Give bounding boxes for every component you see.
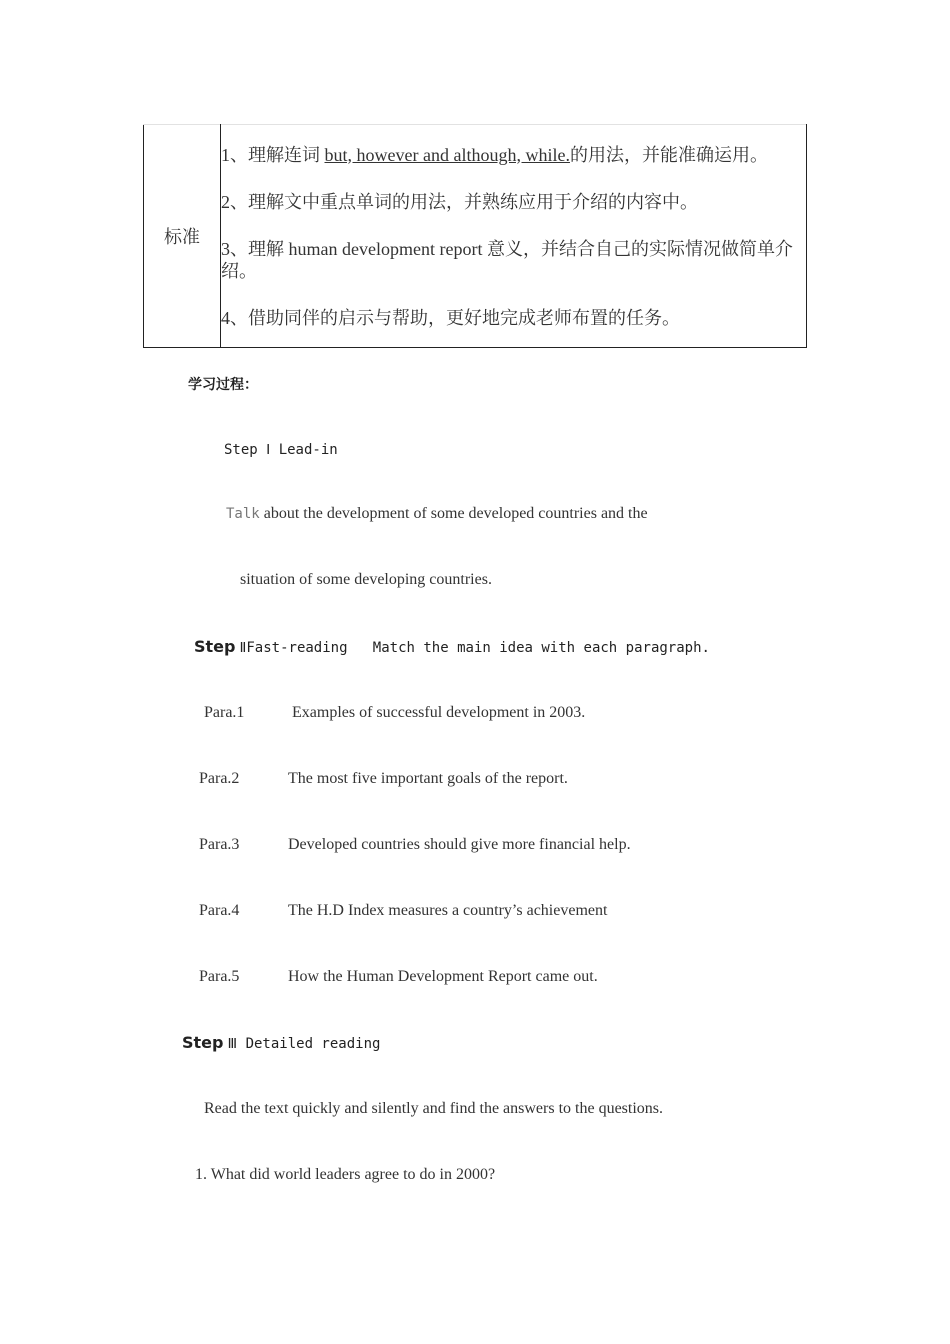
para-label-5: Para.5	[199, 968, 240, 985]
step2-heading-rest: ⅡFast-reading Match the main idea with each paragraph.	[239, 640, 710, 656]
para-label-4: Para.4	[199, 902, 240, 919]
step2-heading	[194, 637, 710, 657]
para-idea-5: How the Human Development Report came out.	[288, 968, 598, 985]
standards-label: 标准	[144, 125, 221, 348]
standard-item-1	[221, 144, 806, 166]
para-idea-4: The H.D Index measures a country’s achievement	[288, 902, 608, 919]
step1-line-2: situation of some developing countries.	[240, 571, 492, 588]
step3-question-1: 1. What did world leaders agree to do in 2000?	[195, 1166, 496, 1183]
step3-instruction: Read the text quickly and silently and find the answers to the questions.	[204, 1100, 664, 1117]
para-label-3: Para.3	[199, 836, 240, 853]
step2-step-word: Step	[194, 637, 236, 656]
standard-item-3: 3、理解 human development report 意义，并结合自己的实际情况做简单介绍。	[221, 238, 793, 281]
step1-line-1	[226, 505, 648, 523]
step3-heading-rest: Ⅲ Detailed reading	[227, 1036, 381, 1052]
standard-item-1-prefix: 1、理解连词	[221, 144, 325, 165]
step1-talk-word: Talk	[226, 506, 260, 522]
standard-item-1-conjunctions: but, however and although, while.	[324, 144, 570, 165]
standard-item-4: 4、借助同伴的启示与帮助，更好地完成老师布置的任务。	[221, 307, 680, 328]
para-idea-2: The most five important goals of the report.	[288, 770, 568, 787]
standards-table	[143, 124, 807, 348]
step3-step-word: Step	[182, 1033, 224, 1052]
step1-title: Step Ⅰ Lead-in	[224, 442, 338, 458]
step3-heading	[182, 1033, 380, 1053]
standard-item-2: 2、理解文中重点单词的用法，并熟练应用于介绍的内容中。	[221, 191, 698, 212]
process-title: 学习过程：	[188, 377, 258, 393]
para-label-1: Para.1	[204, 704, 245, 721]
para-idea-3: Developed countries should give more financial help.	[288, 836, 631, 853]
para-idea-1: Examples of successful development in 2003.	[292, 704, 586, 721]
para-label-2: Para.2	[199, 770, 240, 787]
step1-line-1-rest: about the development of some developed countries and the	[263, 505, 648, 522]
standard-item-1-suffix: 的用法，并能准确运用。	[569, 144, 768, 165]
standards-items	[221, 125, 807, 348]
